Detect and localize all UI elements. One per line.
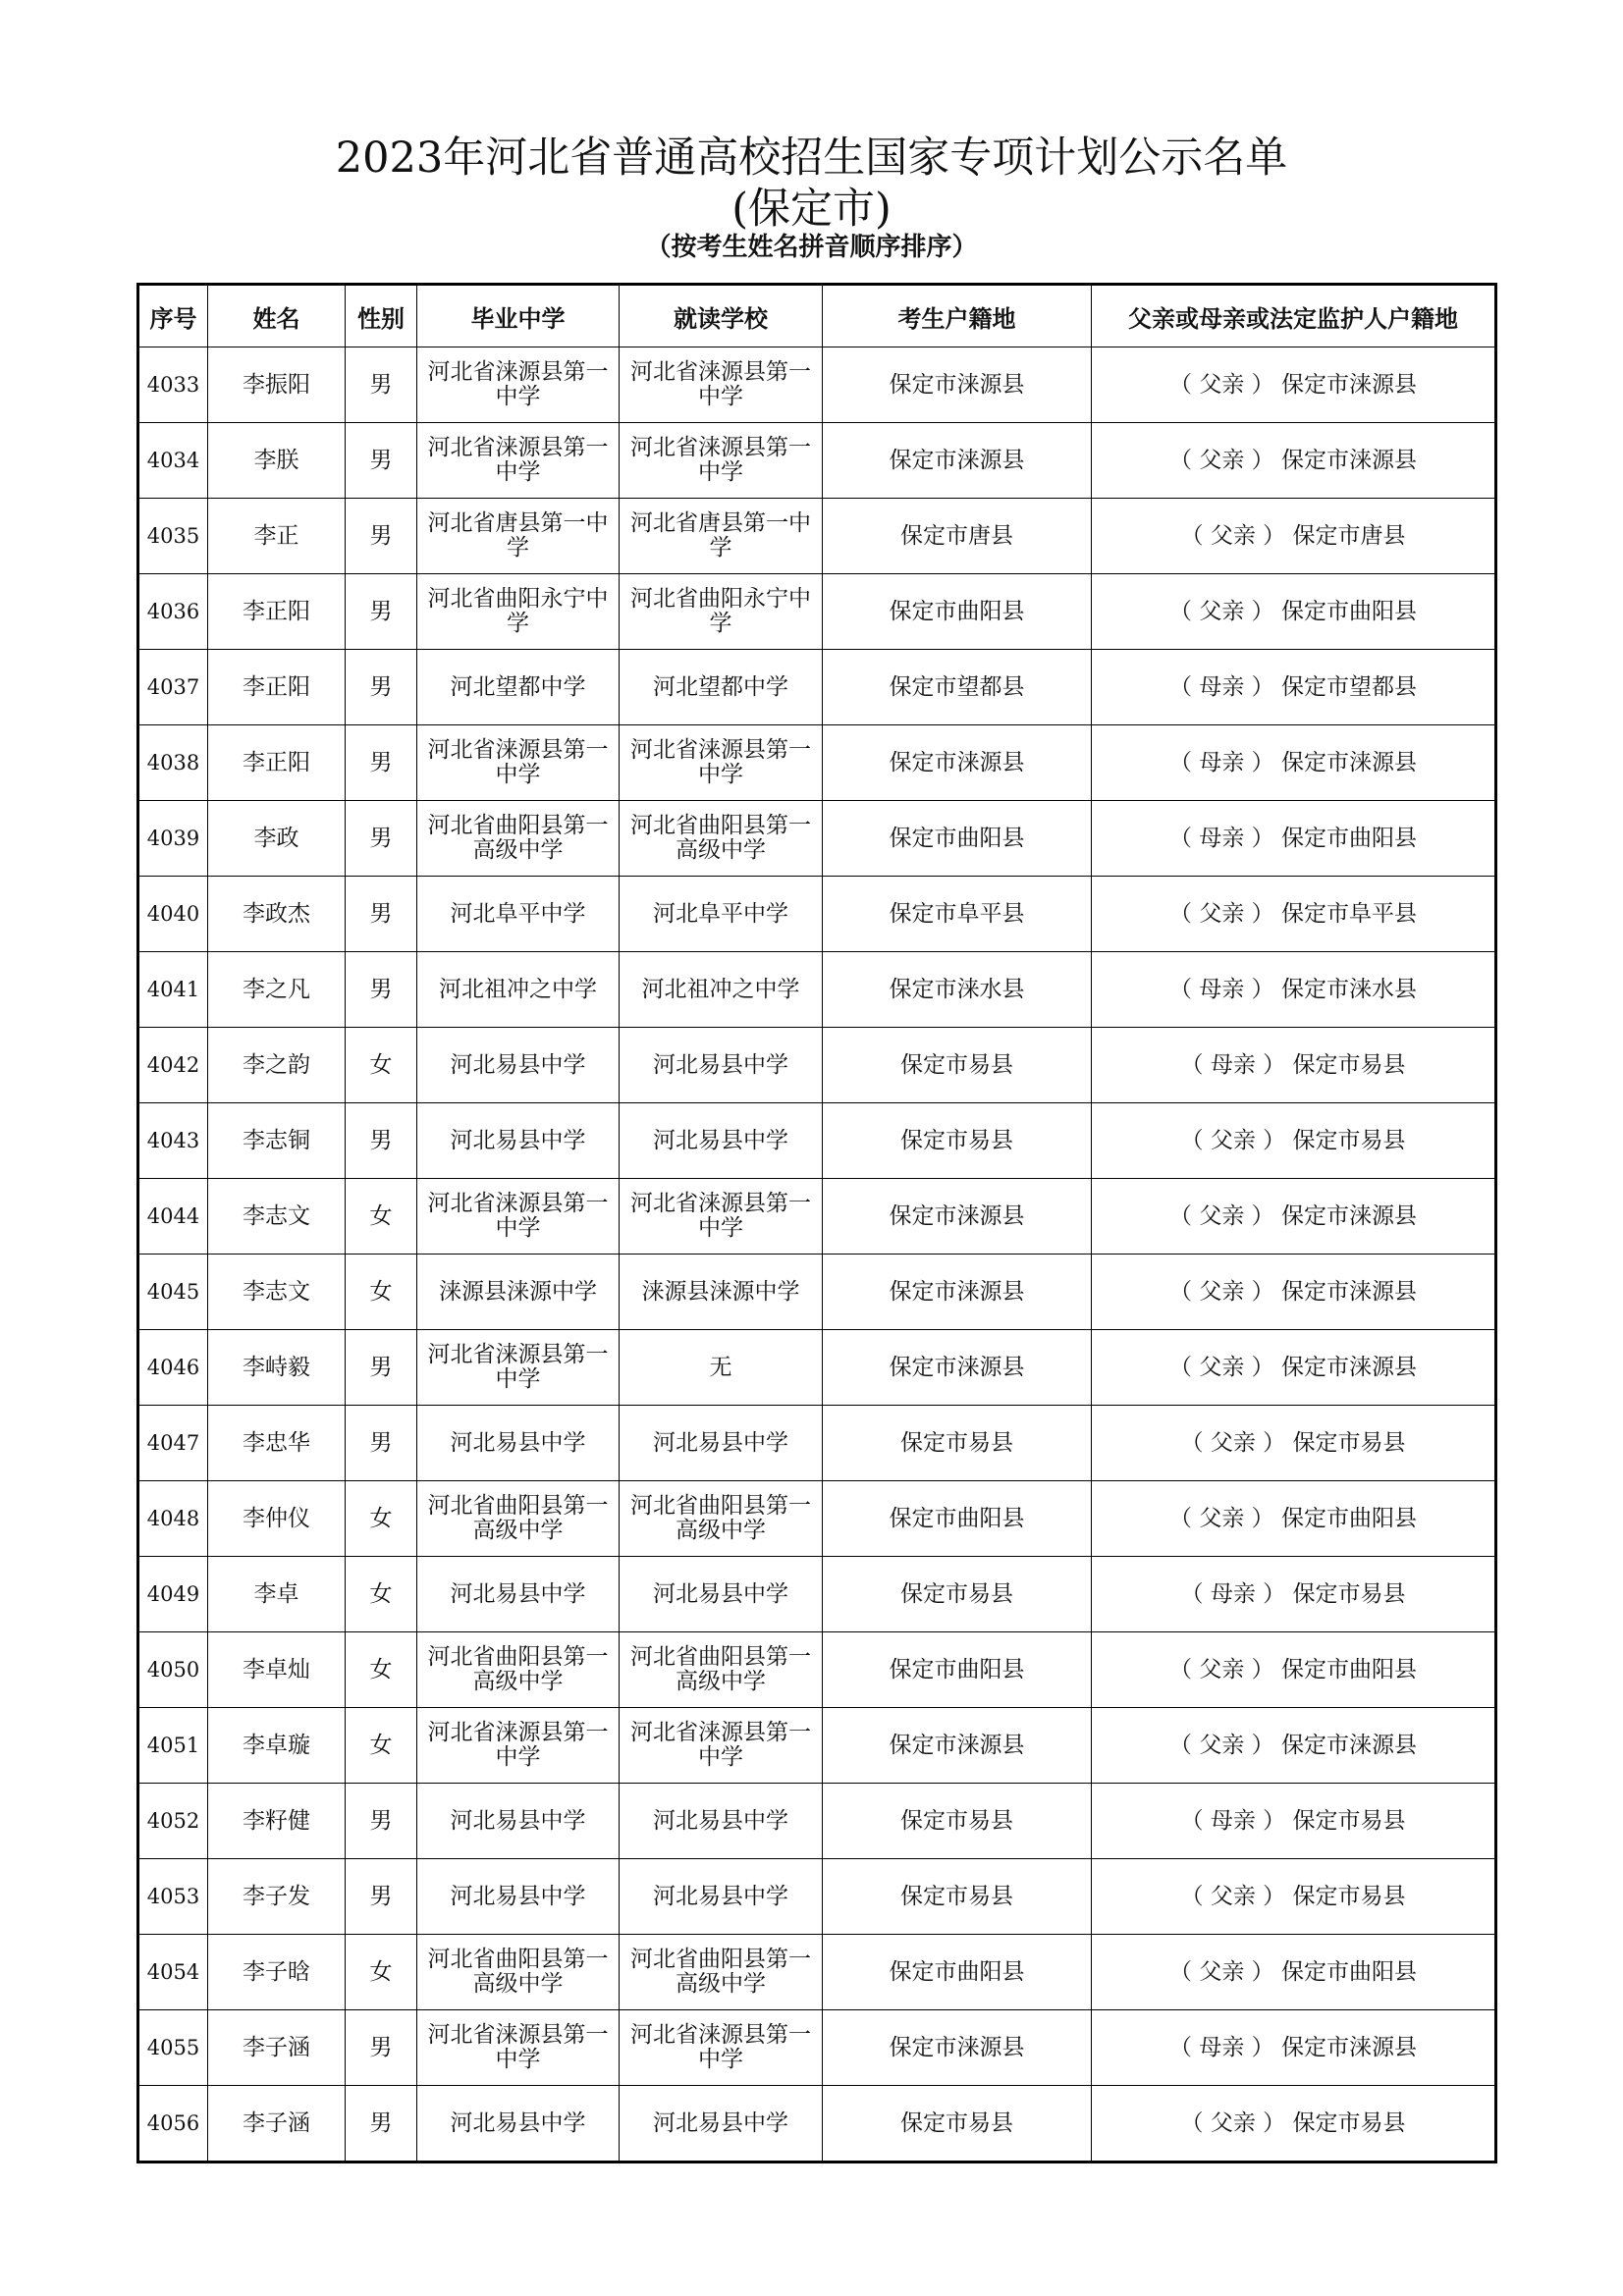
cell-gender: 男 bbox=[346, 1330, 417, 1406]
table-row bbox=[138, 423, 1496, 499]
cell-household-registration: 保定市涞水县 bbox=[823, 952, 1092, 1028]
cell-index: 4056 bbox=[138, 2086, 208, 2163]
cell-gender: 男 bbox=[346, 801, 417, 877]
cell-gender: 男 bbox=[346, 423, 417, 499]
cell-guardian-registration: （ 父亲 ） 保定市曲阳县 bbox=[1092, 1481, 1496, 1557]
cell-name: 李志铜 bbox=[208, 1103, 346, 1179]
cell-index: 4053 bbox=[138, 1859, 208, 1935]
cell-gender: 男 bbox=[346, 877, 417, 952]
cell-index: 4048 bbox=[138, 1481, 208, 1557]
cell-current-school: 河北易县中学 bbox=[620, 1103, 823, 1179]
cell-name: 李子涵 bbox=[208, 2086, 346, 2163]
cell-graduation-school: 河北省涞源县第一中学 bbox=[417, 347, 620, 423]
cell-current-school: 河北省曲阳县第一高级中学 bbox=[620, 801, 823, 877]
cell-name: 李之韵 bbox=[208, 1028, 346, 1103]
cell-name: 李正阳 bbox=[208, 574, 346, 650]
cell-graduation-school: 河北易县中学 bbox=[417, 1028, 620, 1103]
cell-index: 4044 bbox=[138, 1179, 208, 1255]
cell-gender: 男 bbox=[346, 650, 417, 725]
cell-gender: 女 bbox=[346, 1179, 417, 1255]
table-row bbox=[138, 1406, 1496, 1481]
cell-graduation-school: 河北省曲阳县第一高级中学 bbox=[417, 1481, 620, 1557]
cell-household-registration: 保定市易县 bbox=[823, 2086, 1092, 2163]
cell-household-registration: 保定市阜平县 bbox=[823, 877, 1092, 952]
cell-household-registration: 保定市唐县 bbox=[823, 499, 1092, 574]
cell-current-school: 河北易县中学 bbox=[620, 1406, 823, 1481]
column-header-graduation-school: 毕业中学 bbox=[417, 285, 620, 347]
cell-guardian-registration: （ 父亲 ） 保定市唐县 bbox=[1092, 499, 1496, 574]
cell-household-registration: 保定市涞源县 bbox=[823, 1330, 1092, 1406]
cell-graduation-school: 涞源县涞源中学 bbox=[417, 1255, 620, 1330]
cell-index: 4037 bbox=[138, 650, 208, 725]
cell-current-school: 河北易县中学 bbox=[620, 1028, 823, 1103]
cell-name: 李志文 bbox=[208, 1179, 346, 1255]
table-row bbox=[138, 1481, 1496, 1557]
cell-index: 4055 bbox=[138, 2010, 208, 2086]
cell-graduation-school: 河北省涞源县第一中学 bbox=[417, 423, 620, 499]
cell-gender: 女 bbox=[346, 1708, 417, 1784]
table-row bbox=[138, 952, 1496, 1028]
cell-guardian-registration: （ 父亲 ） 保定市涞源县 bbox=[1092, 1330, 1496, 1406]
cell-guardian-registration: （ 父亲 ） 保定市涞源县 bbox=[1092, 1255, 1496, 1330]
cell-guardian-registration: （ 父亲 ） 保定市易县 bbox=[1092, 1406, 1496, 1481]
cell-index: 4040 bbox=[138, 877, 208, 952]
cell-graduation-school: 河北易县中学 bbox=[417, 1103, 620, 1179]
cell-guardian-registration: （ 母亲 ） 保定市易县 bbox=[1092, 1557, 1496, 1632]
cell-household-registration: 保定市曲阳县 bbox=[823, 801, 1092, 877]
cell-guardian-registration: （ 母亲 ） 保定市曲阳县 bbox=[1092, 801, 1496, 877]
cell-graduation-school: 河北祖冲之中学 bbox=[417, 952, 620, 1028]
cell-gender: 男 bbox=[346, 1103, 417, 1179]
sort-note: （按考生姓名拼音顺序排序） bbox=[645, 233, 978, 262]
cell-name: 李正 bbox=[208, 499, 346, 574]
cell-name: 李卓 bbox=[208, 1557, 346, 1632]
roster-table bbox=[136, 283, 1497, 2163]
cell-name: 李子涵 bbox=[208, 2010, 346, 2086]
cell-index: 4045 bbox=[138, 1255, 208, 1330]
cell-guardian-registration: （ 母亲 ） 保定市易县 bbox=[1092, 1028, 1496, 1103]
cell-household-registration: 保定市易县 bbox=[823, 1859, 1092, 1935]
cell-guardian-registration: （ 父亲 ） 保定市曲阳县 bbox=[1092, 1632, 1496, 1708]
cell-household-registration: 保定市易县 bbox=[823, 1557, 1092, 1632]
table-row bbox=[138, 574, 1496, 650]
column-header-name: 姓名 bbox=[208, 285, 346, 347]
cell-guardian-registration: （ 父亲 ） 保定市涞源县 bbox=[1092, 1179, 1496, 1255]
cell-gender: 男 bbox=[346, 499, 417, 574]
cell-gender: 男 bbox=[346, 2010, 417, 2086]
cell-graduation-school: 河北省唐县第一中学 bbox=[417, 499, 620, 574]
cell-current-school: 河北省涞源县第一中学 bbox=[620, 347, 823, 423]
cell-household-registration: 保定市易县 bbox=[823, 1784, 1092, 1859]
cell-current-school: 河北易县中学 bbox=[620, 1557, 823, 1632]
cell-graduation-school: 河北易县中学 bbox=[417, 1784, 620, 1859]
table-row bbox=[138, 347, 1496, 423]
table-header-row bbox=[138, 285, 1496, 347]
cell-graduation-school: 河北省曲阳县第一高级中学 bbox=[417, 801, 620, 877]
cell-graduation-school: 河北省涞源县第一中学 bbox=[417, 725, 620, 801]
cell-current-school: 河北易县中学 bbox=[620, 1784, 823, 1859]
table-row bbox=[138, 1708, 1496, 1784]
table-row bbox=[138, 1557, 1496, 1632]
cell-household-registration: 保定市易县 bbox=[823, 1103, 1092, 1179]
cell-index: 4043 bbox=[138, 1103, 208, 1179]
cell-gender: 男 bbox=[346, 1784, 417, 1859]
cell-household-registration: 保定市曲阳县 bbox=[823, 1935, 1092, 2010]
cell-guardian-registration: （ 父亲 ） 保定市易县 bbox=[1092, 1859, 1496, 1935]
cell-graduation-school: 河北望都中学 bbox=[417, 650, 620, 725]
table-row bbox=[138, 801, 1496, 877]
cell-name: 李政杰 bbox=[208, 877, 346, 952]
cell-current-school: 河北省曲阳县第一高级中学 bbox=[620, 1481, 823, 1557]
cell-gender: 女 bbox=[346, 1935, 417, 2010]
cell-gender: 男 bbox=[346, 574, 417, 650]
cell-guardian-registration: （ 母亲 ） 保定市涞源县 bbox=[1092, 2010, 1496, 2086]
cell-index: 4039 bbox=[138, 801, 208, 877]
cell-name: 李籽健 bbox=[208, 1784, 346, 1859]
cell-index: 4052 bbox=[138, 1784, 208, 1859]
cell-household-registration: 保定市曲阳县 bbox=[823, 1481, 1092, 1557]
table-row bbox=[138, 2086, 1496, 2163]
cell-index: 4050 bbox=[138, 1632, 208, 1708]
cell-current-school: 河北省涞源县第一中学 bbox=[620, 725, 823, 801]
cell-graduation-school: 河北阜平中学 bbox=[417, 877, 620, 952]
cell-gender: 男 bbox=[346, 725, 417, 801]
cell-index: 4047 bbox=[138, 1406, 208, 1481]
cell-index: 4041 bbox=[138, 952, 208, 1028]
cell-guardian-registration: （ 父亲 ） 保定市易县 bbox=[1092, 2086, 1496, 2163]
cell-gender: 女 bbox=[346, 1557, 417, 1632]
cell-index: 4033 bbox=[138, 347, 208, 423]
cell-gender: 女 bbox=[346, 1255, 417, 1330]
cell-graduation-school: 河北易县中学 bbox=[417, 1557, 620, 1632]
cell-household-registration: 保定市涞源县 bbox=[823, 1179, 1092, 1255]
cell-index: 4035 bbox=[138, 499, 208, 574]
cell-guardian-registration: （ 父亲 ） 保定市涞源县 bbox=[1092, 423, 1496, 499]
table-row bbox=[138, 2010, 1496, 2086]
cell-household-registration: 保定市涞源县 bbox=[823, 423, 1092, 499]
cell-graduation-school: 河北易县中学 bbox=[417, 2086, 620, 2163]
cell-gender: 女 bbox=[346, 1481, 417, 1557]
cell-guardian-registration: （ 父亲 ） 保定市涞源县 bbox=[1092, 347, 1496, 423]
cell-name: 李卓灿 bbox=[208, 1632, 346, 1708]
cell-guardian-registration: （ 母亲 ） 保定市涞水县 bbox=[1092, 952, 1496, 1028]
cell-index: 4049 bbox=[138, 1557, 208, 1632]
cell-graduation-school: 河北省曲阳永宁中学 bbox=[417, 574, 620, 650]
cell-gender: 男 bbox=[346, 1859, 417, 1935]
cell-gender: 男 bbox=[346, 347, 417, 423]
page-title: 2023年河北省普通高校招生国家专项计划公示名单 bbox=[335, 133, 1288, 183]
column-header-household-registration: 考生户籍地 bbox=[823, 285, 1092, 347]
cell-name: 李峙毅 bbox=[208, 1330, 346, 1406]
cell-household-registration: 保定市曲阳县 bbox=[823, 1632, 1092, 1708]
cell-name: 李忠华 bbox=[208, 1406, 346, 1481]
cell-household-registration: 保定市易县 bbox=[823, 1028, 1092, 1103]
cell-guardian-registration: （ 母亲 ） 保定市望都县 bbox=[1092, 650, 1496, 725]
cell-current-school: 河北省唐县第一中学 bbox=[620, 499, 823, 574]
table-row bbox=[138, 1859, 1496, 1935]
cell-current-school: 河北省涞源县第一中学 bbox=[620, 1708, 823, 1784]
cell-gender: 男 bbox=[346, 2086, 417, 2163]
cell-index: 4034 bbox=[138, 423, 208, 499]
cell-current-school: 河北望都中学 bbox=[620, 650, 823, 725]
cell-graduation-school: 河北省涞源县第一中学 bbox=[417, 2010, 620, 2086]
table-row bbox=[138, 1935, 1496, 2010]
cell-current-school: 河北省曲阳县第一高级中学 bbox=[620, 1632, 823, 1708]
cell-name: 李卓璇 bbox=[208, 1708, 346, 1784]
cell-index: 4051 bbox=[138, 1708, 208, 1784]
table-row bbox=[138, 725, 1496, 801]
cell-current-school: 河北省涞源县第一中学 bbox=[620, 2010, 823, 2086]
cell-current-school: 河北易县中学 bbox=[620, 1859, 823, 1935]
cell-graduation-school: 河北省涞源县第一中学 bbox=[417, 1708, 620, 1784]
cell-guardian-registration: （ 父亲 ） 保定市易县 bbox=[1092, 1103, 1496, 1179]
cell-graduation-school: 河北省涞源县第一中学 bbox=[417, 1179, 620, 1255]
cell-name: 李振阳 bbox=[208, 347, 346, 423]
table-row bbox=[138, 1330, 1496, 1406]
cell-name: 李子发 bbox=[208, 1859, 346, 1935]
cell-name: 李正阳 bbox=[208, 650, 346, 725]
cell-name: 李子晗 bbox=[208, 1935, 346, 2010]
cell-name: 李之凡 bbox=[208, 952, 346, 1028]
table-row bbox=[138, 1028, 1496, 1103]
cell-name: 李仲仪 bbox=[208, 1481, 346, 1557]
cell-name: 李志文 bbox=[208, 1255, 346, 1330]
cell-household-registration: 保定市易县 bbox=[823, 1406, 1092, 1481]
cell-current-school: 河北省涞源县第一中学 bbox=[620, 1179, 823, 1255]
cell-guardian-registration: （ 母亲 ） 保定市易县 bbox=[1092, 1784, 1496, 1859]
column-header-guardian-registration: 父亲或母亲或法定监护人户籍地 bbox=[1092, 285, 1496, 347]
cell-guardian-registration: （ 母亲 ） 保定市涞源县 bbox=[1092, 725, 1496, 801]
cell-current-school: 河北阜平中学 bbox=[620, 877, 823, 952]
cell-household-registration: 保定市涞源县 bbox=[823, 347, 1092, 423]
cell-index: 4042 bbox=[138, 1028, 208, 1103]
cell-gender: 女 bbox=[346, 1632, 417, 1708]
cell-household-registration: 保定市望都县 bbox=[823, 650, 1092, 725]
cell-household-registration: 保定市涞源县 bbox=[823, 1255, 1092, 1330]
cell-index: 4046 bbox=[138, 1330, 208, 1406]
cell-gender: 女 bbox=[346, 1028, 417, 1103]
cell-current-school: 河北祖冲之中学 bbox=[620, 952, 823, 1028]
table-body bbox=[138, 347, 1496, 2163]
cell-current-school: 河北易县中学 bbox=[620, 2086, 823, 2163]
cell-gender: 男 bbox=[346, 952, 417, 1028]
cell-household-registration: 保定市曲阳县 bbox=[823, 574, 1092, 650]
cell-index: 4054 bbox=[138, 1935, 208, 2010]
cell-current-school: 河北省曲阳县第一高级中学 bbox=[620, 1935, 823, 2010]
cell-name: 李朕 bbox=[208, 423, 346, 499]
cell-household-registration: 保定市涞源县 bbox=[823, 725, 1092, 801]
table-row bbox=[138, 1103, 1496, 1179]
table-row bbox=[138, 1255, 1496, 1330]
cell-household-registration: 保定市涞源县 bbox=[823, 2010, 1092, 2086]
cell-graduation-school: 河北易县中学 bbox=[417, 1406, 620, 1481]
cell-graduation-school: 河北省涞源县第一中学 bbox=[417, 1330, 620, 1406]
column-header-index: 序号 bbox=[138, 285, 208, 347]
cell-household-registration: 保定市涞源县 bbox=[823, 1708, 1092, 1784]
table-row bbox=[138, 1179, 1496, 1255]
cell-current-school: 无 bbox=[620, 1330, 823, 1406]
cell-guardian-registration: （ 父亲 ） 保定市涞源县 bbox=[1092, 1708, 1496, 1784]
cell-guardian-registration: （ 父亲 ） 保定市曲阳县 bbox=[1092, 1935, 1496, 2010]
table-row bbox=[138, 877, 1496, 952]
cell-guardian-registration: （ 父亲 ） 保定市曲阳县 bbox=[1092, 574, 1496, 650]
cell-graduation-school: 河北省曲阳县第一高级中学 bbox=[417, 1632, 620, 1708]
cell-index: 4038 bbox=[138, 725, 208, 801]
table-row bbox=[138, 1632, 1496, 1708]
cell-name: 李正阳 bbox=[208, 725, 346, 801]
table-row bbox=[138, 650, 1496, 725]
cell-current-school: 河北省涞源县第一中学 bbox=[620, 423, 823, 499]
cell-gender: 男 bbox=[346, 1406, 417, 1481]
column-header-current-school: 就读学校 bbox=[620, 285, 823, 347]
cell-graduation-school: 河北易县中学 bbox=[417, 1859, 620, 1935]
cell-index: 4036 bbox=[138, 574, 208, 650]
cell-name: 李政 bbox=[208, 801, 346, 877]
page-subtitle: (保定市) bbox=[731, 185, 892, 234]
cell-current-school: 涞源县涞源中学 bbox=[620, 1255, 823, 1330]
table-row bbox=[138, 499, 1496, 574]
cell-current-school: 河北省曲阳永宁中学 bbox=[620, 574, 823, 650]
table-row bbox=[138, 1784, 1496, 1859]
cell-guardian-registration: （ 父亲 ） 保定市阜平县 bbox=[1092, 877, 1496, 952]
column-header-gender: 性别 bbox=[346, 285, 417, 347]
cell-graduation-school: 河北省曲阳县第一高级中学 bbox=[417, 1935, 620, 2010]
